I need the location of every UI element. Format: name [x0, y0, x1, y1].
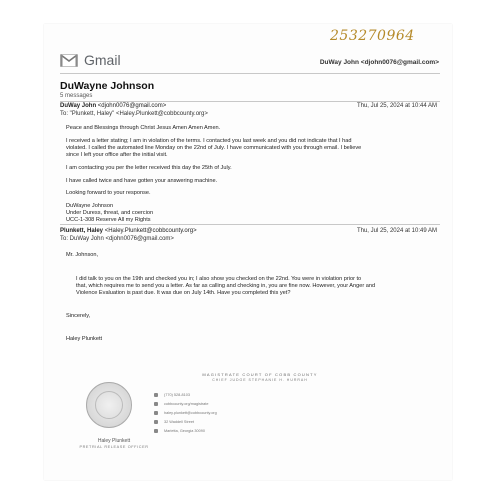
thread-subject: DuWayne Johnson — [60, 80, 155, 92]
contact-icon — [154, 393, 158, 397]
court-seal-icon — [86, 382, 132, 428]
message1-sender-name: DuWay John — [60, 103, 97, 109]
contact-text: Marietta, Georgia 30090 — [164, 428, 205, 433]
gmail-wordmark: Gmail — [84, 52, 121, 68]
message1-sender-email: <djohn0076@gmail.com> — [97, 103, 167, 109]
contact-icon — [154, 429, 158, 433]
contact-text: 32 Waddell Street — [164, 419, 195, 424]
message2-closing: Sincerely, — [66, 313, 91, 319]
gmail-logo — [60, 52, 121, 68]
gmail-icon — [60, 54, 78, 67]
contact-item — [154, 417, 217, 426]
contact-item — [154, 408, 217, 417]
message1-line: Looking forward to your response. — [66, 190, 151, 197]
message1-paragraph — [66, 138, 436, 160]
contact-list — [154, 390, 217, 435]
message2-from — [60, 228, 197, 234]
message2-signer: Haley Plunkett — [66, 336, 103, 342]
signature-name: Haley Plunkett — [97, 438, 131, 444]
contact-icon — [154, 420, 158, 424]
message1-line: I am contacting you per the letter received this day the 25th of July. — [66, 164, 232, 171]
contact-text: cobbcounty.org/magistrate — [164, 401, 209, 406]
handwritten-number: 253270964 — [330, 28, 415, 44]
message2-date: Thu, Jul 25, 2024 at 10:49 AM — [356, 228, 437, 234]
court-judge: CHIEF JUDGE STEPHANIE H. HURRAH — [212, 378, 308, 382]
court-name: MAGISTRATE COURT OF COBB COUNTY — [202, 372, 318, 377]
message1-paragraph — [66, 203, 436, 225]
message1-paragraph — [66, 125, 436, 132]
message1-paragraph — [66, 190, 436, 197]
header-divider — [60, 73, 440, 74]
message1-line: Peace and Blessings through Christ Jesus Amen Amen Amen. — [66, 125, 221, 131]
message1-line: DuWayne Johnson — [66, 202, 114, 209]
contact-icon — [154, 411, 158, 415]
message2-body — [76, 276, 438, 298]
message-divider — [60, 224, 440, 225]
message1-line: Under Duress, threat, and coercion — [66, 210, 154, 217]
message1-line: I received a letter stating; I am in violation of the terms. I contacted you last week and you did not indicate that I had — [66, 137, 352, 144]
message2-line: I did talk to you on the 19th and checked you in; I also show you checked on the 22nd. You were in violation prior to — [76, 276, 362, 282]
message1-date: Thu, Jul 25, 2024 at 10:44 AM — [356, 103, 437, 109]
message1-body — [66, 125, 436, 230]
contact-text: (770) 528-8103 — [164, 392, 190, 397]
message2-line: that, which requires me to send you a letter. As far as calling and checking in, you are fine now. However, your Anger and — [76, 283, 376, 290]
message-count: 5 messages — [60, 93, 93, 99]
message2-sender-name: Plunkett, Haley — [60, 228, 104, 234]
message1-line: since I left your office after the initial visit. — [66, 152, 168, 159]
message1-line: UCC-1-308 Reserve All my Rights — [66, 217, 151, 224]
subject-divider — [60, 101, 440, 102]
contact-item — [154, 399, 217, 408]
message2-sender-email: <Haley.Plunkett@cobbcounty.org> — [104, 228, 197, 234]
message1-paragraph — [66, 165, 436, 172]
account-label: DuWay John <djohn0076@gmail.com> — [319, 59, 439, 66]
message2-to: To: DuWay John <djohn0076@gmail.com> — [60, 236, 174, 242]
message1-to: To: "Plunkett, Haley" <Haley.Plunkett@cobbcounty.org> — [60, 111, 208, 117]
contact-item — [154, 390, 217, 399]
message2-line: Violence Evaluation is past due. It was due on July 14th. Have you completed this yet? — [76, 290, 291, 297]
message1-from — [60, 103, 166, 109]
message1-line: I have called twice and have gotten your answering machine. — [66, 177, 218, 184]
contact-item — [154, 426, 217, 435]
message1-paragraph — [66, 178, 436, 185]
signature-title: PRETRIAL RELEASE OFFICER — [79, 445, 149, 449]
contact-icon — [154, 402, 158, 406]
message1-line: violated. I called the automated line Monday on the 22nd of July. I have communicated with you through email. I believe — [66, 144, 362, 151]
message2-greeting: Mr. Johnson, — [66, 252, 99, 258]
contact-text: haley.plunkett@cobbcounty.org — [164, 410, 217, 415]
signature-block — [60, 372, 440, 462]
